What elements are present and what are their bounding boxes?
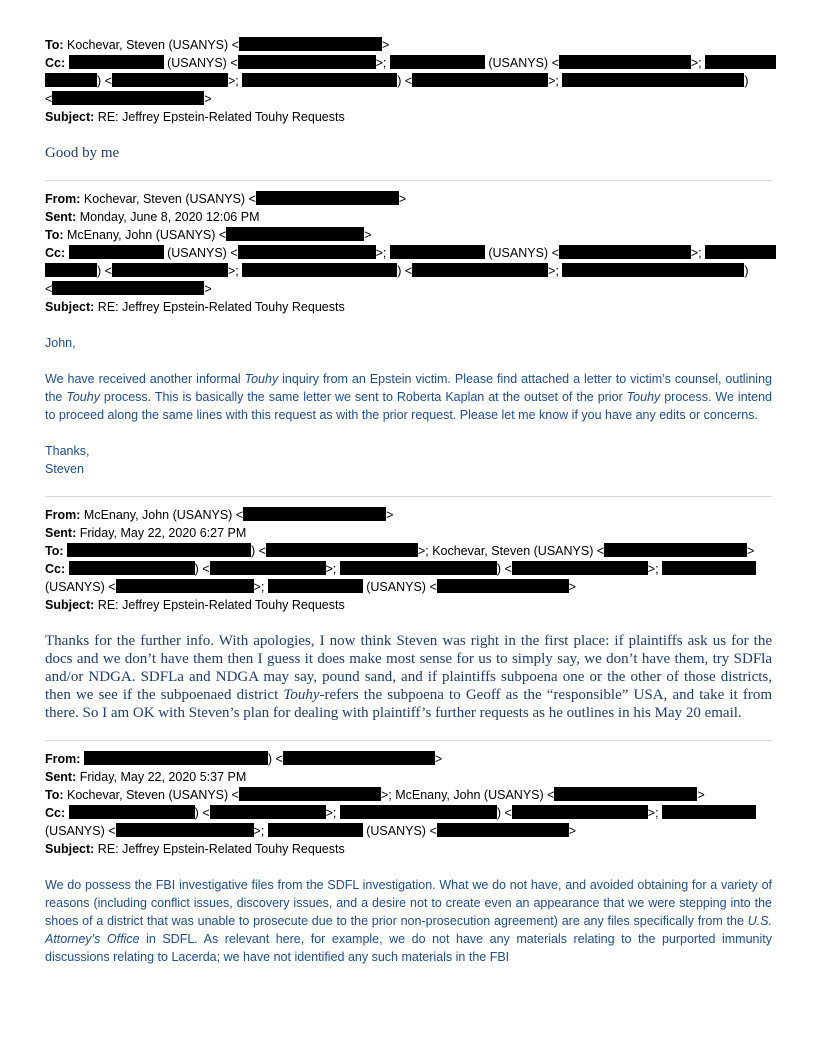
redaction [662,805,756,819]
email1-subject-line: Subject: RE: Jeffrey Epstein-Related Touhy Requests [45,110,345,124]
subject-label: Subject: [45,842,95,856]
email4-cc-line-2: (USANYS) < >; (USANYS) < > [45,824,577,838]
redaction [437,823,569,837]
redaction [512,805,648,819]
cc-label: Cc: [45,806,66,820]
email2-cc-line-3: < > [45,282,212,296]
redaction [242,263,397,277]
from-label: From: [45,508,81,522]
email3-sent-line: Sent: Friday, May 22, 2020 6:27 PM [45,526,247,540]
redaction [390,55,485,69]
redaction [559,55,691,69]
subject-label: Subject: [45,110,95,124]
redaction [268,579,363,593]
email3-subject-line: Subject: RE: Jeffrey Epstein-Related Touhy Requests [45,598,345,612]
email3-cc-line-2: (USANYS) < >; (USANYS) < > [45,580,577,594]
redaction [283,751,435,765]
redaction [554,787,697,801]
redaction [340,561,497,575]
redaction [243,507,386,521]
redaction [226,227,364,241]
redaction [45,73,97,87]
redaction [662,561,756,575]
to-label: To: [45,544,64,558]
redaction [116,579,254,593]
to-label: To: [45,228,64,242]
redaction [52,281,204,295]
redaction [239,37,382,51]
redaction [210,805,326,819]
cc-label: Cc: [45,246,66,260]
email4-cc-line: Cc: ) < >; ) < >; [45,804,772,822]
email-thread [45,36,772,966]
to-label: To: [45,38,64,52]
from-label: From: [45,192,81,206]
sent-label: Sent: [45,526,77,540]
redaction [69,805,195,819]
subject-label: Subject: [45,300,95,314]
email3-from-line: From: McEnany, John (USANYS) < > [45,508,394,522]
redaction [437,579,569,593]
redaction [52,91,204,105]
redaction [559,245,691,259]
cc-label: Cc: [45,562,66,576]
redaction [112,73,228,87]
redaction [390,245,485,259]
redaction [69,245,164,259]
sent-label: Sent: [45,210,77,224]
redaction [238,55,376,69]
email3-paragraph: Thanks for the further info. With apologies, I now think Steven was right in the first place: if plaintiffs ask us for the docs and we don’t have them then I guess it does make most sense for us to simply say, we don’t have them, try SDFla and/or NDGA. SDFLa and NDGA may say, pound sand, and if plaintiffs subpoena one or the other of those districts, then we see if the subpoenaed district Touhy-refers the subpoena to Geoff as the “responsible” USA, and take it from there. So I am OK with Steven’s plan for dealing with plaintiff’s further requests as he outlines in his May 20 email. [45,633,772,721]
redaction [412,73,548,87]
redaction [412,263,548,277]
subject-label: Subject: [45,598,95,612]
sent-label: Sent: [45,770,77,784]
email2-greeting: John, [45,336,76,350]
redaction [266,543,418,557]
email2-signature: Steven [45,462,84,476]
redaction [67,543,251,557]
redaction [242,73,397,87]
to-label: To: [45,788,64,802]
redaction [562,73,744,87]
redaction [340,805,497,819]
email1-cc-line: Cc: (USANYS) < >; (USANYS) < >; [45,54,772,72]
email3-cc-line: Cc: ) < >; ) < >; [45,560,772,578]
email3-to-line: To: ) < >; Kochevar, Steven (USANYS) < > [45,544,755,558]
redaction [705,55,776,69]
email2-from-line: From: Kochevar, Steven (USANYS) < > [45,192,407,206]
redaction [69,55,164,69]
email1-body: Good by me [45,145,120,161]
from-label: From: [45,752,81,766]
email2-subject-line: Subject: RE: Jeffrey Epstein-Related Touhy Requests [45,300,345,314]
redaction [512,561,648,575]
redaction [238,245,376,259]
redaction [84,751,268,765]
redaction [256,191,399,205]
email4-to-line: To: Kochevar, Steven (USANYS) < >; McEnany, John (USANYS) < > [45,788,705,802]
email4-sent-line: Sent: Friday, May 22, 2020 5:37 PM [45,770,247,784]
cc-label: Cc: [45,56,66,70]
email2-to-line: To: McEnany, John (USANYS) < > [45,228,372,242]
email2-sent-line: Sent: Monday, June 8, 2020 12:06 PM [45,210,260,224]
redaction [705,245,776,259]
redaction [239,787,381,801]
email2-paragraph: We have received another informal Touhy inquiry from an Epstein victim. Please find attached a letter to victim’s counsel, outlining the Touhy process. This is basically the same letter we sent to Roberta Kaplan at the outset of the prior Touhy process. We intend to proceed along the same lines with this request as with the prior request. Please let me know if you have any edits or concerns. [45,372,772,422]
email1-to-line: To: Kochevar, Steven (USANYS) < > [45,38,390,52]
redaction [210,561,326,575]
redaction [45,263,97,277]
email2-cc-line-2: ) < >; ) < >; ) [45,262,772,280]
redaction [116,823,254,837]
redaction [112,263,228,277]
email2-cc-line: Cc: (USANYS) < >; (USANYS) < >; [45,244,772,262]
email4-from-line: From: ) < > [45,752,443,766]
email1-cc-line-2: ) < >; ) < >; ) [45,72,772,90]
redaction [268,823,363,837]
email1-cc-line-3: < > [45,92,212,106]
redaction [604,543,747,557]
email4-subject-line: Subject: RE: Jeffrey Epstein-Related Touhy Requests [45,842,345,856]
redaction [562,263,744,277]
email4-paragraph: We do possess the FBI investigative files from the SDFL investigation. What we do not have, and avoided obtaining for a variety of reasons (including conflict issues, discovery issues, and a desire not to create even an appearance that we were stepping into the shoes of a district that was unable to prosecute due to the prior non-prosecution agreement) are any files specifically from the U.S. Attorney’s Office in SDFL. As relevant here, for example, we do not have any materials relating to the purported immunity discussions relating to Lacerda; we have not identified any such materials in the FBI [45,878,773,964]
redaction [69,561,195,575]
email2-thanks: Thanks, [45,444,90,458]
